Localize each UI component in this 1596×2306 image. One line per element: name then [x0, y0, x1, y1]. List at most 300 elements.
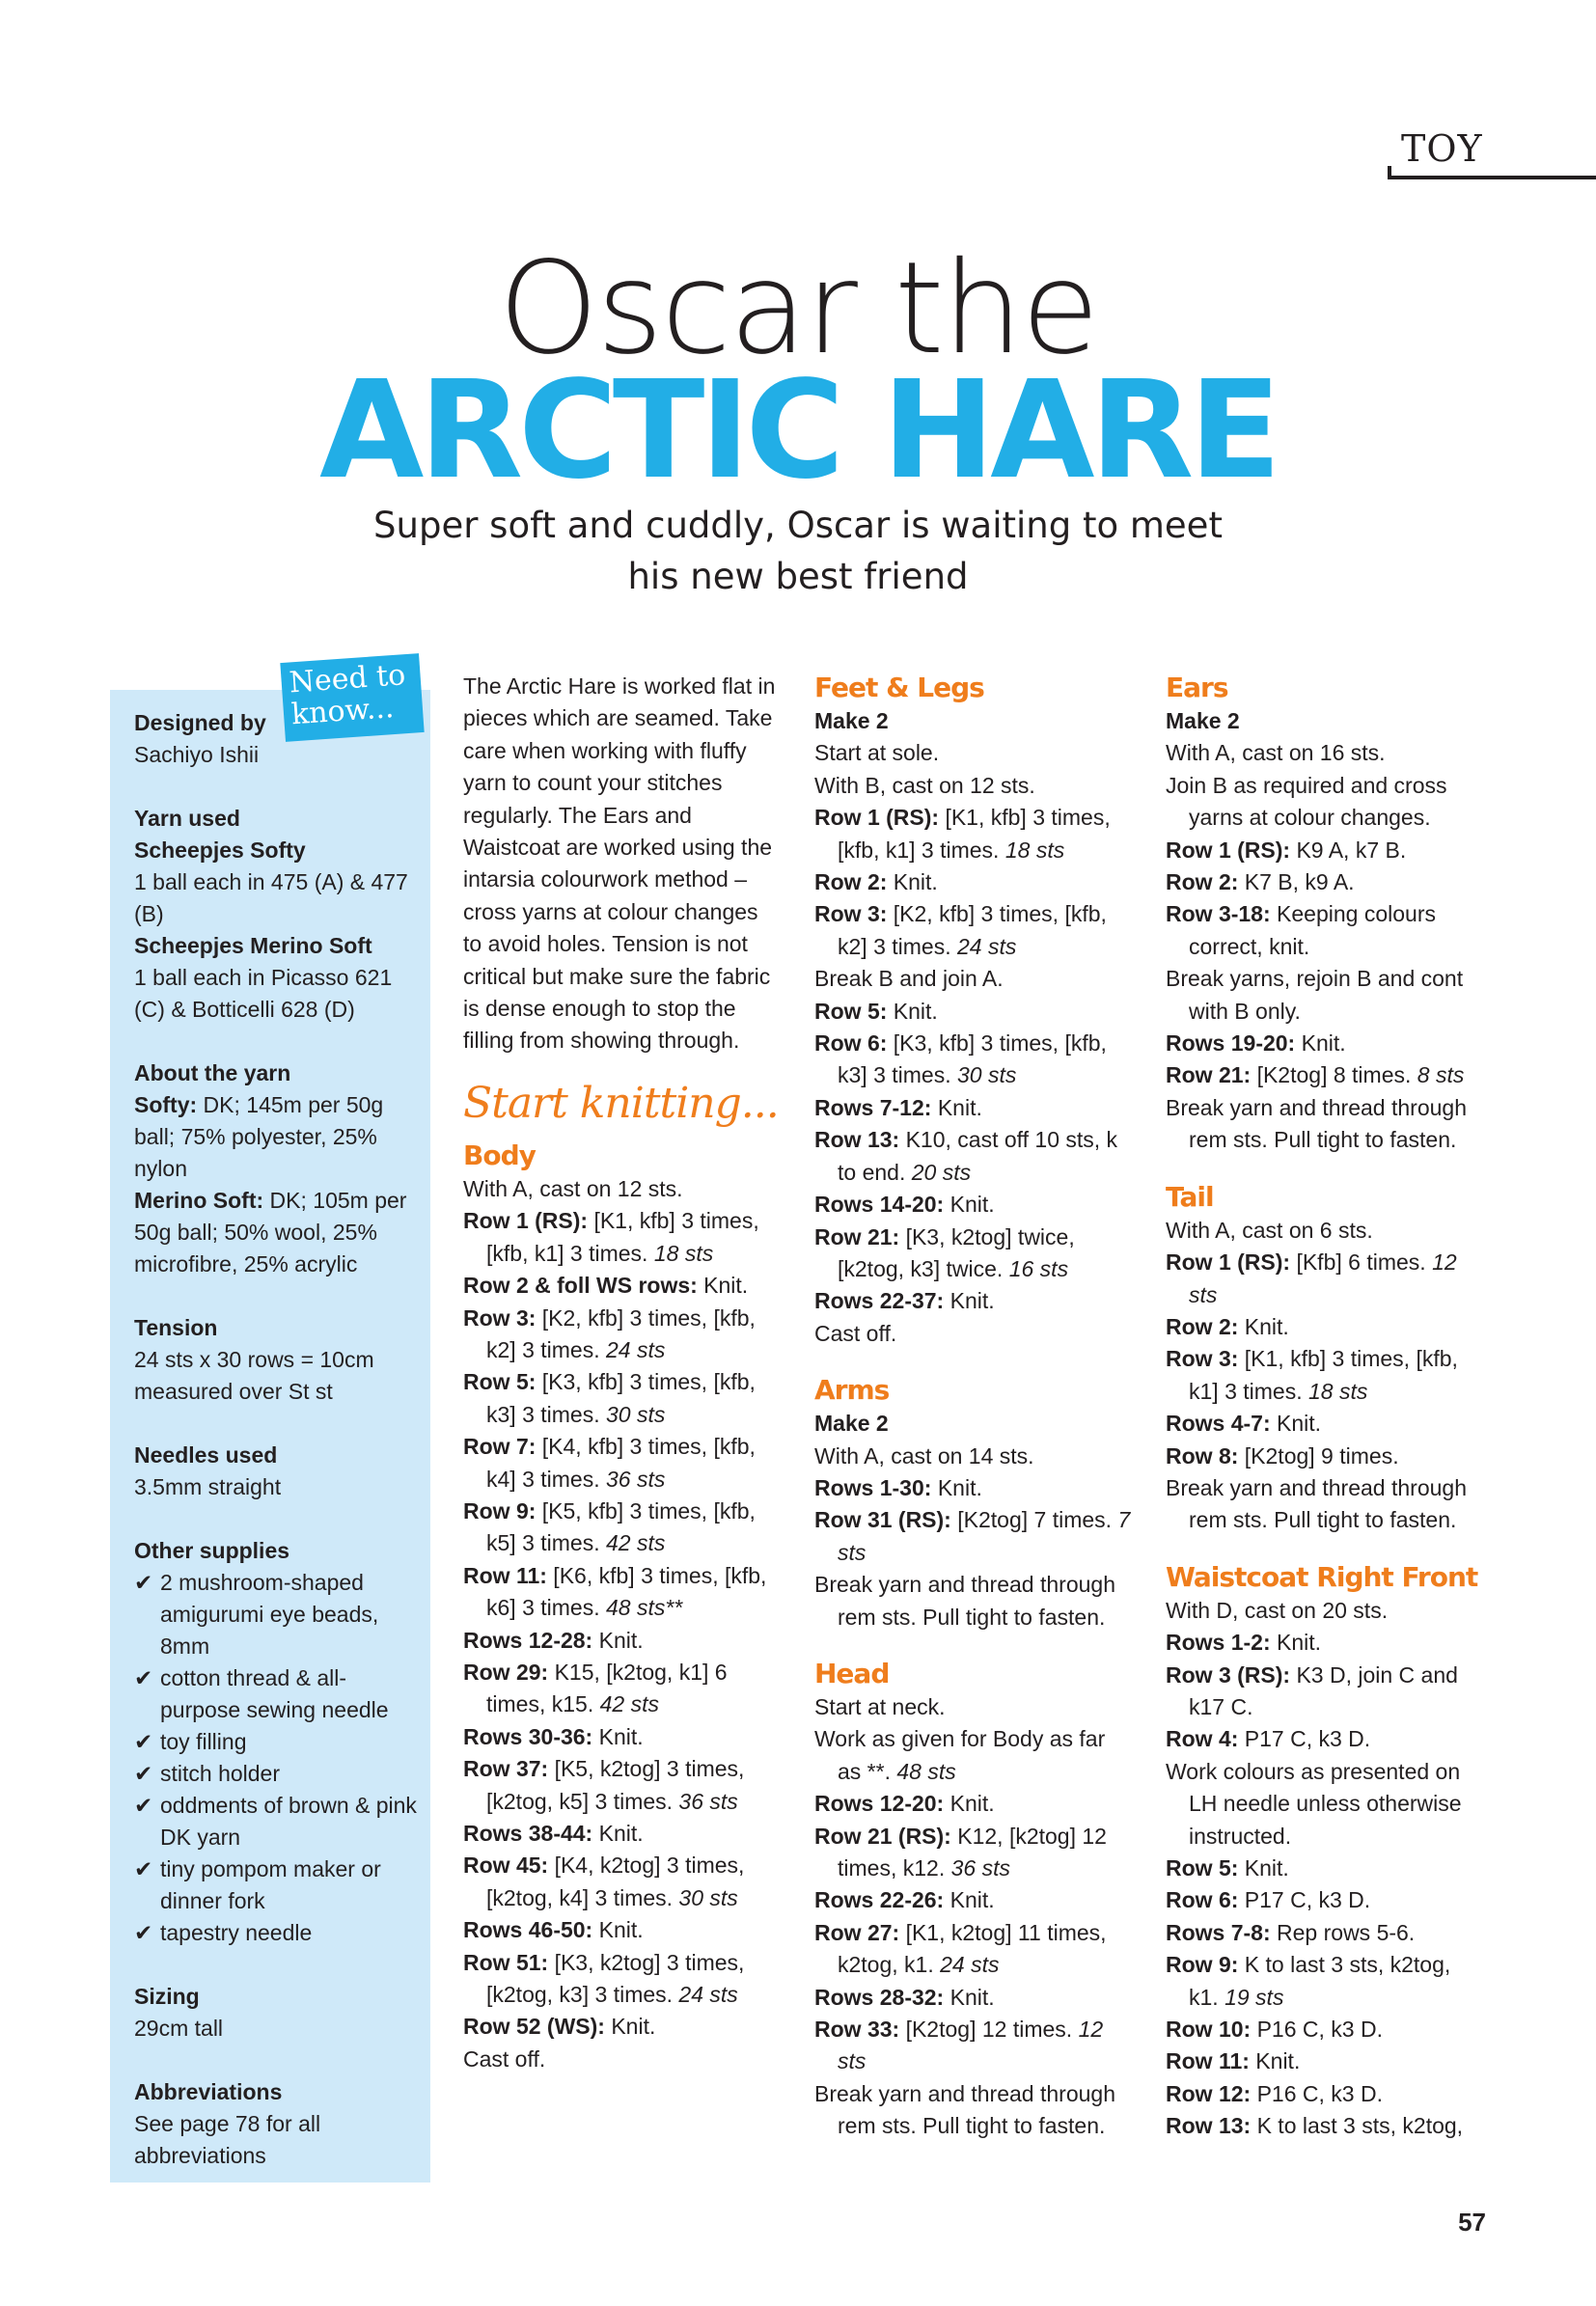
instruction-line	[814, 898, 1133, 963]
title-line-2: ARCTIC HARE	[319, 352, 1277, 509]
row-text: Cast off.	[463, 2045, 546, 2072]
designer-name: Sachiyo Ishii	[134, 742, 260, 767]
yarn-used-block	[134, 803, 424, 1026]
row-text: K9 A, k7 B.	[1290, 837, 1407, 863]
section-gap	[814, 1350, 1133, 1373]
stitch-count: 18 sts	[1004, 837, 1065, 863]
instruction-line	[1166, 1441, 1484, 1472]
stitch-count: 18 sts	[653, 1240, 714, 1266]
row-text: Rep rows 5-6.	[1270, 1919, 1416, 1945]
yarn-used-heading: Yarn used	[134, 806, 240, 831]
stitch-count: 12 sts	[838, 2017, 1104, 2074]
row-text: Knit.	[1270, 1630, 1322, 1656]
badge-line-1: Need to	[288, 658, 407, 700]
abbreviations-block	[134, 2076, 424, 2172]
instruction-line	[1166, 1247, 1484, 1311]
row-label: Row 5:	[814, 998, 888, 1024]
stitch-count: 30 sts	[605, 1401, 666, 1427]
row-label: Rows 4-7:	[1166, 1411, 1271, 1437]
instruction-line	[814, 963, 1133, 995]
about-softy	[134, 1089, 424, 1185]
supply-item-text: toy filling	[160, 1729, 247, 1754]
check-icon: ✔	[134, 1570, 153, 1595]
check-icon: ✔	[134, 1761, 153, 1786]
instruction-line	[1166, 1723, 1484, 1755]
row-label: Row 1 (RS):	[814, 805, 940, 831]
row-text: With A, cast on 6 sts.	[1166, 1217, 1373, 1243]
instruction-line	[463, 1914, 782, 1946]
instruction-line	[814, 1285, 1133, 1317]
instruction-line	[814, 996, 1133, 1028]
row-label: Row 45:	[463, 1853, 549, 1879]
supply-item-text: cotton thread & all-purpose sewing needle	[160, 1665, 389, 1722]
row-text: [K1, k2tog] 11 times, k2tog, k1.	[838, 1919, 1107, 1978]
row-text: Start at neck.	[814, 1693, 946, 1719]
row-text: Knit.	[697, 1273, 749, 1299]
stitch-count: 24 sts	[678, 1982, 738, 2008]
row-label: Row 2:	[814, 869, 888, 895]
stitch-count: 19 sts	[1225, 1984, 1284, 2010]
instruction-line	[463, 1947, 782, 2012]
stitch-count: 48 sts**	[605, 1595, 683, 1621]
stitch-count: 24 sts	[605, 1336, 666, 1362]
instruction-line	[1166, 835, 1484, 866]
arms-heading: Arms	[814, 1374, 890, 1407]
row-text: P16 C, k3 D.	[1251, 2080, 1383, 2106]
instruction-line	[1166, 2110, 1484, 2142]
about-merino	[134, 1185, 424, 1280]
row-text: [K4, k2tog] 3 times, [k2tog, k4] 3 times.	[486, 1853, 745, 1910]
row-label: Row 3:	[1166, 1346, 1239, 1372]
row-text: Knit.	[592, 1627, 644, 1653]
instruction-line	[814, 1408, 1133, 1440]
waistcoat-right-front-heading: Waistcoat Right Front	[1166, 1560, 1478, 1593]
row-text: Knit.	[944, 1288, 995, 1314]
row-label: Rows 46-50:	[463, 1917, 593, 1943]
row-text: [K2tog] 8 times.	[1251, 1062, 1417, 1088]
title-line-1: Oscar the	[498, 234, 1098, 383]
supply-item	[134, 1726, 424, 1758]
start-knitting-heading: Start knitting...	[463, 1078, 779, 1128]
instruction-line	[1166, 898, 1484, 963]
stitch-count: 48 sts	[896, 1758, 956, 1784]
row-text: Break yarn and thread through rem sts. Pull tight to fasten.	[1166, 1094, 1467, 1153]
row-label: Row 2 & foll WS rows:	[463, 1273, 698, 1299]
row-text: K12, [k2tog] 12 times, k12.	[838, 1823, 1107, 1880]
row-label: Row 29:	[463, 1659, 549, 1685]
row-label: Rows 19-20:	[1166, 1030, 1296, 1057]
row-label: Row 9:	[463, 1497, 537, 1524]
instruction-line	[463, 1496, 782, 1560]
instruction-line	[1166, 963, 1484, 1028]
stitch-count: 12 sts	[1189, 1249, 1457, 1307]
instruction-line	[814, 1318, 1133, 1350]
row-text: K15, [k2tog, k1] 6 times, k15.	[486, 1659, 728, 1717]
row-label: Row 2:	[1166, 1313, 1239, 1339]
subtitle	[364, 500, 1232, 602]
arms-instructions	[814, 1408, 1133, 1633]
instruction-line	[814, 1504, 1133, 1569]
row-text: Knit.	[1238, 1855, 1289, 1880]
row-text: Cast off.	[814, 1320, 897, 1346]
check-icon: ✔	[134, 1920, 153, 1945]
row-label: Rows 12-28:	[463, 1627, 593, 1653]
stitch-count: 30 sts	[956, 1062, 1017, 1088]
instruction-line	[814, 1884, 1133, 1916]
stitch-count: 42 sts	[599, 1691, 659, 1717]
row-text: Knit.	[592, 1723, 644, 1749]
row-text: Break B and join A.	[814, 966, 1004, 992]
instruction-line	[1166, 1059, 1484, 1091]
merino-label: Merino Soft:	[134, 1188, 264, 1213]
row-text: With D, cast on 20 sts.	[1166, 1597, 1389, 1623]
tension-heading: Tension	[134, 1315, 218, 1340]
instruction-line	[814, 1917, 1133, 1982]
head-instructions	[814, 1691, 1133, 2143]
tension-value: 24 sts x 30 rows = 10cm measured over St st	[134, 1347, 374, 1404]
row-label: Rows 38-44:	[463, 1821, 593, 1846]
feet-legs-heading: Feet & Legs	[814, 672, 984, 703]
instruction-line	[1166, 1092, 1484, 1157]
row-text: [K5, kfb] 3 times, [kfb, k5] 3 times.	[486, 1497, 756, 1556]
supply-item	[134, 1758, 424, 1790]
other-supplies-block	[134, 1535, 424, 1949]
row-label: Rows 14-20:	[814, 1192, 945, 1218]
instruction-line	[814, 866, 1133, 898]
head-heading: Head	[814, 1657, 890, 1689]
subtitle-line-2: his new best friend	[627, 556, 969, 597]
row-text: [K3, kfb] 3 times, [kfb, k3] 3 times.	[838, 1030, 1107, 1088]
row-label: Row 1 (RS):	[463, 1208, 589, 1234]
instruction-line	[814, 2078, 1133, 2143]
row-text: With A, cast on 14 sts.	[814, 1442, 1034, 1469]
row-text: K to last 3 sts, k2tog, k1.	[1189, 1952, 1451, 2010]
row-text: Knit.	[944, 1791, 995, 1817]
row-label: Row 27:	[814, 1919, 900, 1945]
supply-item	[134, 1853, 424, 1917]
row-label: Row 11:	[1166, 2048, 1250, 2074]
row-label: Row 10:	[1166, 2017, 1252, 2043]
row-text: [K2, kfb] 3 times, [kfb, k2] 3 times.	[838, 901, 1107, 959]
section-gap	[1166, 1537, 1484, 1560]
instruction-line	[814, 2014, 1133, 2078]
ears-instructions	[1166, 705, 1484, 1157]
row-label: Row 5:	[1166, 1855, 1239, 1880]
instruction-line	[463, 1657, 782, 1721]
row-label: Row 33:	[814, 2017, 900, 2043]
sizing-value: 29cm tall	[134, 2016, 224, 2041]
row-text: [K1, kfb] 3 times, [kfb, k1] 3 times.	[486, 1208, 759, 1266]
row-text: P16 C, k3 D.	[1251, 2017, 1383, 2043]
row-label: Row 13:	[1166, 2113, 1252, 2139]
about-yarn-block	[134, 1057, 424, 1280]
row-label: Make 2	[814, 708, 889, 733]
row-text: With A, cast on 12 sts.	[463, 1175, 683, 1201]
sizing-heading: Sizing	[134, 1984, 200, 2009]
row-text: [K3, k2tog] twice, [k2tog, k3] twice.	[838, 1223, 1075, 1281]
abbreviations-heading: Abbreviations	[134, 2079, 283, 2104]
row-text: [K2tog] 7 times.	[950, 1507, 1118, 1533]
instruction-line	[1166, 1472, 1484, 1537]
supply-item-text: tapestry needle	[160, 1920, 313, 1945]
instruction-line	[463, 2011, 782, 2043]
instruction-line	[1166, 1917, 1484, 1949]
row-label: Row 1 (RS):	[1166, 1249, 1291, 1276]
stitch-count: 36 sts	[678, 1788, 738, 1814]
instruction-line	[814, 1222, 1133, 1286]
check-icon: ✔	[134, 1793, 153, 1818]
row-text: Knit.	[1295, 1030, 1346, 1057]
row-label: Rows 22-26:	[814, 1887, 945, 1913]
intro-paragraph: The Arctic Hare is worked flat in pieces which are seamed. Take care when working with fluffy yarn to count your stitches regularly. The Ears and Waistcoat are worked using the intarsia colourwork method – cross yarns at colour changes to avoid holes. Tension is not critical but make sure the fabric is dense enough to stop the filling from showing through.	[463, 673, 776, 1054]
row-text: Knit.	[944, 1887, 995, 1913]
softy-label: Softy:	[134, 1092, 198, 1117]
row-label: Rows 22-37:	[814, 1288, 945, 1314]
instruction-line	[1166, 1311, 1484, 1343]
tail-heading: Tail	[1166, 1180, 1214, 1213]
pattern-column-1	[463, 671, 782, 2075]
instruction-line	[1166, 2078, 1484, 2110]
section-tag-rule	[1388, 176, 1596, 179]
instruction-line	[463, 2044, 782, 2075]
row-label: Rows 1-2:	[1166, 1630, 1271, 1656]
other-supplies-heading: Other supplies	[134, 1538, 290, 1563]
row-text: Knit.	[1249, 2048, 1301, 2074]
row-text: Knit.	[604, 2014, 656, 2040]
supply-item	[134, 1790, 424, 1853]
instruction-line	[814, 1189, 1133, 1221]
row-text: [K5, k2tog] 3 times, [k2tog, k5] 3 times.	[486, 1756, 745, 1814]
check-icon: ✔	[134, 1729, 153, 1754]
instruction-line	[1166, 1660, 1484, 1724]
row-label: Row 37:	[463, 1756, 549, 1782]
instruction-line	[1166, 1028, 1484, 1059]
section-tag-label: TOY	[1401, 127, 1483, 170]
row-label: Row 52 (WS):	[463, 2014, 605, 2040]
instruction-line	[463, 1205, 782, 1270]
row-label: Row 3 (RS):	[1166, 1661, 1291, 1688]
instruction-line	[1166, 1853, 1484, 1884]
instruction-line	[1166, 1627, 1484, 1659]
row-label: Rows 7-8:	[1166, 1919, 1271, 1945]
instruction-line	[463, 1753, 782, 1818]
instruction-line	[1166, 1343, 1484, 1408]
softy-desc: DK; 145m per 50g ball; 75% polyester, 25% nylon	[134, 1092, 384, 1181]
instruction-line	[1166, 2014, 1484, 2045]
instruction-line	[463, 1366, 782, 1431]
instruction-line	[463, 1431, 782, 1496]
supply-item	[134, 1567, 424, 1662]
row-label: Row 2:	[1166, 869, 1239, 895]
row-text: Start at sole.	[814, 740, 940, 766]
instruction-line	[463, 1560, 782, 1625]
about-yarn-heading: About the yarn	[134, 1060, 291, 1085]
instruction-line	[1166, 737, 1484, 769]
pattern-column-3	[1166, 671, 1484, 2143]
row-text: [K3, k2tog] 3 times, [k2tog, k3] 3 times.	[486, 1949, 745, 2008]
row-label: Make 2	[1166, 708, 1240, 733]
row-label: Row 6:	[814, 1030, 888, 1057]
instruction-line	[814, 1691, 1133, 1723]
row-label: Row 6:	[1166, 1887, 1239, 1913]
supplies-list	[134, 1567, 424, 1949]
row-text: Keeping colours correct, knit.	[1189, 901, 1436, 959]
row-text: [K6, kfb] 3 times, [kfb, k6] 3 times.	[486, 1562, 767, 1621]
row-label: Row 21:	[1166, 1062, 1252, 1088]
yarn-1-name: Scheepjes Softy	[134, 837, 306, 863]
row-text: Work colours as presented on LH needle unless otherwise instructed.	[1166, 1758, 1462, 1849]
row-text: [K4, kfb] 3 times, [kfb, k4] 3 times.	[486, 1434, 756, 1492]
yarn-2-desc: 1 ball each in Picasso 621 (C) & Botticelli 628 (D)	[134, 965, 393, 1022]
stitch-count: 20 sts	[911, 1159, 972, 1185]
row-label: Rows 1-30:	[814, 1474, 932, 1500]
stitch-count: 36 sts	[605, 1466, 666, 1492]
row-label: Rows 12-20:	[814, 1791, 945, 1817]
row-label: Rows 7-12:	[814, 1094, 932, 1120]
instruction-line	[1166, 1756, 1484, 1853]
row-text: K10, cast off 10 sts, k to end.	[838, 1127, 1118, 1185]
row-label: Row 5:	[463, 1369, 537, 1395]
instruction-line	[1166, 705, 1484, 737]
row-label: Row 21 (RS):	[814, 1823, 951, 1849]
row-label: Row 8:	[1166, 1442, 1239, 1469]
abbreviations-value: See page 78 for all abbreviations	[134, 2111, 321, 2168]
row-text: [K1, kfb] 3 times, [kfb, k1] 3 times.	[1189, 1346, 1458, 1404]
instruction-line	[1166, 1408, 1484, 1440]
row-text: Work as given for Body as far as **.	[814, 1726, 1106, 1784]
row-label: Row 3:	[814, 901, 888, 927]
stitch-count: 16 sts	[1008, 1255, 1069, 1281]
stitch-count: 7 sts	[838, 1507, 1131, 1565]
row-text: Break yarn and thread through rem sts. Pull tight to fasten.	[1166, 1474, 1467, 1533]
ears-heading: Ears	[1166, 672, 1228, 703]
row-text: [K2, kfb] 3 times, [kfb, k2] 3 times.	[486, 1304, 756, 1362]
instruction-line	[1166, 770, 1484, 835]
instruction-line	[463, 1818, 782, 1850]
row-label: Row 51:	[463, 1949, 549, 1975]
row-text: Join B as required and cross yarns at colour changes.	[1166, 772, 1447, 831]
row-label: Row 4:	[1166, 1726, 1239, 1752]
instruction-line	[1166, 2045, 1484, 2077]
needles-heading: Needles used	[134, 1442, 278, 1468]
instruction-line	[1166, 1215, 1484, 1247]
row-label: Row 3-18:	[1166, 901, 1271, 927]
row-label: Row 13:	[814, 1127, 900, 1153]
row-text: [K3, kfb] 3 times, [kfb, k3] 3 times.	[486, 1369, 756, 1427]
instruction-line	[463, 1625, 782, 1657]
sizing-block	[134, 1981, 424, 2045]
row-text: P17 C, k3 D.	[1238, 1726, 1371, 1752]
row-text: [K1, kfb] 3 times, [kfb, k1] 3 times.	[838, 805, 1111, 863]
section-gap	[814, 1633, 1133, 1657]
instruction-line	[814, 1124, 1133, 1189]
row-text: Knit.	[592, 1821, 644, 1846]
section-tag	[1388, 127, 1596, 179]
row-label: Row 1 (RS):	[1166, 837, 1291, 863]
row-text: [Kfb] 6 times.	[1290, 1249, 1433, 1276]
row-text: Knit.	[944, 1192, 995, 1218]
instruction-line	[463, 1303, 782, 1367]
check-icon: ✔	[134, 1665, 153, 1690]
row-label: Row 7:	[463, 1434, 537, 1460]
stitch-count: 24 sts	[956, 933, 1017, 959]
row-text: Break yarns, rejoin B and cont with B only.	[1166, 966, 1464, 1024]
page-number: 57	[1458, 2208, 1486, 2237]
designed-by-block	[134, 707, 424, 771]
merino-desc: DK; 105m per 50g ball; 50% wool, 25% microfibre, 25% acrylic	[134, 1188, 407, 1277]
supply-item-text: 2 mushroom-shaped amigurumi eye beads, 8mm	[160, 1570, 379, 1659]
instruction-line	[463, 1721, 782, 1753]
instruction-line	[814, 1788, 1133, 1820]
instruction-line	[814, 1569, 1133, 1633]
waistcoat-instructions	[1166, 1595, 1484, 2143]
row-text: Knit.	[887, 869, 938, 895]
row-text: K7 B, k9 A.	[1238, 869, 1355, 895]
row-text: K to last 3 sts, k2tog,	[1251, 2113, 1464, 2139]
stitch-count: 18 sts	[1307, 1378, 1368, 1404]
instruction-line	[463, 1850, 782, 1914]
instruction-line	[814, 1472, 1133, 1504]
instruction-line	[814, 1723, 1133, 1788]
instruction-line	[1166, 1595, 1484, 1627]
instruction-line	[814, 1821, 1133, 1885]
body-heading: Body	[463, 1139, 536, 1171]
supply-item-text: stitch holder	[160, 1761, 281, 1786]
instruction-line	[814, 737, 1133, 769]
row-text: P17 C, k3 D.	[1238, 1887, 1371, 1913]
body-instructions	[463, 1173, 782, 2075]
designed-by-heading: Designed by	[134, 710, 266, 735]
stitch-count: 42 sts	[605, 1530, 666, 1556]
row-text: Knit.	[944, 1984, 995, 2010]
badge-line-2: know...	[289, 691, 396, 732]
instruction-line	[463, 1173, 782, 1205]
instruction-line	[814, 1092, 1133, 1124]
row-text: With A, cast on 16 sts.	[1166, 740, 1386, 766]
row-label: Row 31 (RS):	[814, 1507, 951, 1533]
row-label: Make 2	[814, 1411, 889, 1437]
row-text: Knit.	[887, 998, 938, 1024]
tail-instructions	[1166, 1215, 1484, 1537]
row-text: Knit.	[1238, 1313, 1289, 1339]
row-text: [K2tog] 9 times.	[1238, 1442, 1399, 1469]
yarn-1-desc: 1 ball each in 475 (A) & 477 (B)	[134, 869, 408, 926]
supply-item-text: tiny pompom maker or dinner fork	[160, 1856, 381, 1913]
supply-item	[134, 1662, 424, 1726]
instruction-line	[814, 1441, 1133, 1472]
instruction-line	[1166, 866, 1484, 898]
row-label: Row 11:	[463, 1562, 547, 1588]
row-label: Row 21:	[814, 1223, 900, 1249]
row-text: Break yarn and thread through rem sts. Pull tight to fasten.	[814, 2080, 1115, 2139]
row-text: Knit.	[592, 1917, 644, 1943]
check-icon: ✔	[134, 1856, 153, 1881]
section-gap	[1166, 1157, 1484, 1180]
row-text: Break yarn and thread through rem sts. Pull tight to fasten.	[814, 1572, 1115, 1630]
supply-item	[134, 1917, 424, 1949]
row-text: Knit.	[931, 1094, 982, 1120]
supply-item-text: oddments of brown & pink DK yarn	[160, 1793, 417, 1850]
stitch-count: 24 sts	[940, 1952, 1000, 1978]
stitch-count: 30 sts	[678, 1884, 738, 1910]
instruction-line	[1166, 1884, 1484, 1916]
row-label: Row 12:	[1166, 2080, 1252, 2106]
instruction-line	[814, 802, 1133, 866]
yarn-2-name: Scheepjes Merino Soft	[134, 933, 372, 958]
row-label: Rows 30-36:	[463, 1723, 593, 1749]
instruction-line	[814, 1982, 1133, 2014]
stitch-count: 8 sts	[1417, 1062, 1465, 1088]
